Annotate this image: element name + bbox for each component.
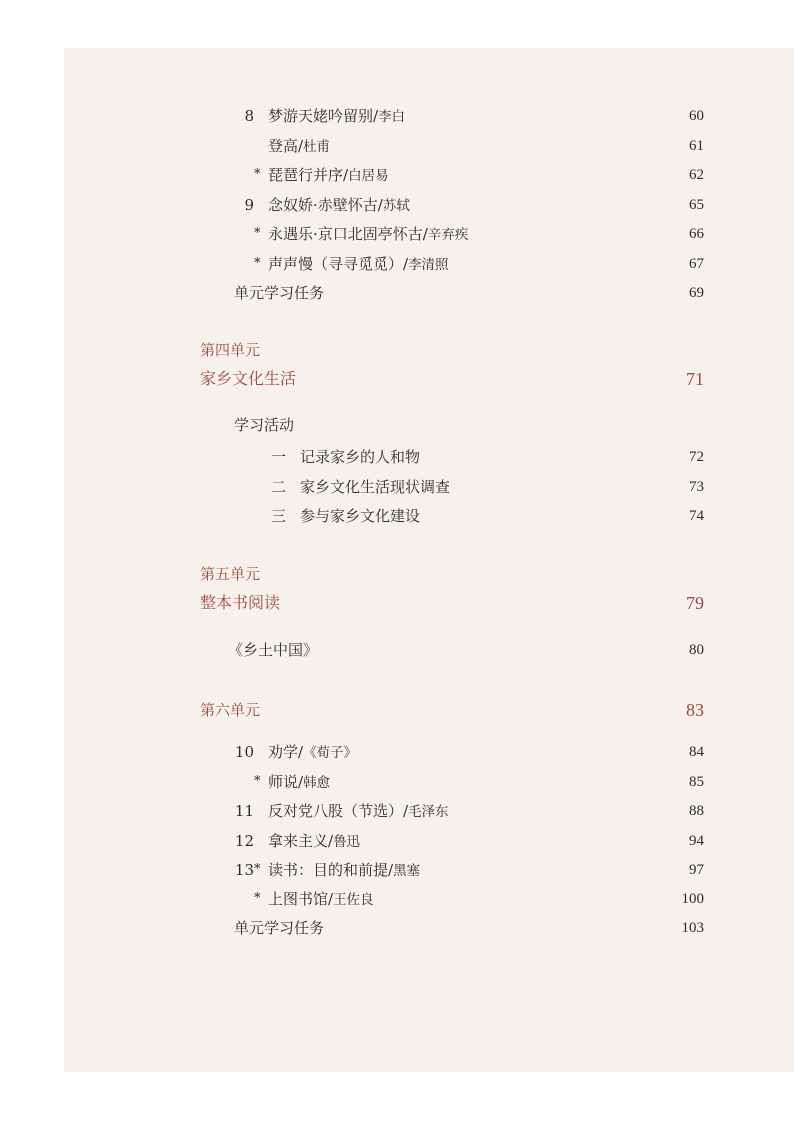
entry-author: 《荀子》: [303, 745, 358, 761]
toc-entry[interactable]: [234, 858, 704, 882]
optional-marker: *: [254, 862, 261, 877]
entry-author: 王佐良: [333, 892, 374, 908]
entry-title: 读书：目的和前提/: [268, 861, 394, 879]
toc-entry[interactable]: [234, 799, 704, 823]
entry-title: 上图书馆/: [268, 890, 334, 908]
entry-author: 李白: [378, 109, 406, 125]
entry-title: 念奴娇·赤壁怀古/: [268, 196, 383, 214]
toc-entry[interactable]: [234, 504, 704, 528]
page-number: 74: [689, 508, 704, 524]
entry-author: 辛弃疾: [427, 227, 469, 243]
page-number: 88: [689, 803, 704, 819]
toc-entry[interactable]: [234, 740, 704, 764]
toc-entry[interactable]: [234, 222, 704, 246]
unit4-name[interactable]: 家乡文化生活: [200, 369, 297, 388]
entry-title: 琵琶行并序/: [268, 166, 349, 184]
entry-title: 劝学/: [268, 743, 304, 761]
page-number: 60: [689, 108, 704, 124]
unit5-name[interactable]: 整本书阅读: [200, 593, 281, 612]
page-number: 69: [689, 285, 704, 301]
page-number: 62: [689, 167, 704, 183]
entry-author: 杜甫: [303, 139, 331, 155]
toc-entry[interactable]: [234, 475, 704, 499]
entry-number: 11: [234, 802, 254, 820]
optional-marker: *: [254, 256, 261, 271]
optional-marker: *: [254, 226, 261, 241]
page-number: 100: [681, 891, 704, 907]
entry-number: 10: [234, 743, 254, 761]
toc-entry[interactable]: [234, 252, 704, 276]
entry-number: 8: [244, 107, 254, 125]
entry-title: 参与家乡文化建设: [300, 507, 421, 525]
entry-title: 记录家乡的人和物: [300, 448, 421, 466]
page-number: 66: [689, 226, 704, 242]
page-number: 80: [689, 642, 704, 658]
page-number: 94: [689, 833, 704, 849]
entry-title: 梦游天姥吟留别/: [268, 107, 379, 125]
page-number: 72: [689, 449, 704, 465]
toc-entry[interactable]: [234, 770, 704, 794]
entry-author: 毛泽东: [408, 804, 449, 820]
unit4-label: 第四单元: [200, 341, 261, 359]
entry-number: 13: [234, 861, 254, 879]
entry-title: 家乡文化生活现状调查: [300, 478, 451, 496]
unit-task-label: 单元学习任务: [234, 284, 325, 302]
book-row[interactable]: [228, 638, 704, 662]
entry-title: 拿来主义/: [268, 832, 334, 850]
page-number: 97: [689, 862, 704, 878]
entry-author: 鲁迅: [333, 834, 361, 850]
optional-marker: *: [254, 891, 261, 906]
entry-author: 苏轼: [382, 198, 410, 214]
page-number: 85: [689, 774, 704, 790]
entry-number: 二: [270, 478, 286, 496]
optional-marker: *: [254, 774, 261, 789]
unit6-task-row[interactable]: [234, 916, 704, 940]
toc-entry[interactable]: [234, 829, 704, 853]
entry-title: 永遇乐·京口北固亭怀古/: [268, 225, 428, 243]
entry-title: 师说/: [268, 773, 304, 791]
optional-marker: *: [254, 167, 261, 182]
entry-title: 登高/: [268, 137, 304, 155]
toc-entry[interactable]: [234, 887, 704, 911]
toc-entry[interactable]: [234, 134, 704, 158]
page-number: 84: [689, 744, 704, 760]
activity-heading: 学习活动: [234, 416, 295, 434]
entry-author: 李清照: [408, 257, 449, 273]
page-number: 65: [689, 197, 704, 213]
book-title: 《乡土中国》: [228, 641, 319, 659]
entry-title: 反对党八股（节选）/: [268, 802, 409, 820]
entry-author: 白居易: [348, 168, 389, 184]
entry-author: 韩愈: [303, 775, 331, 791]
unit6-label[interactable]: 第六单元: [200, 701, 261, 719]
entry-number: 9: [244, 196, 254, 214]
unit4-page-number: 71: [686, 369, 704, 389]
toc-entry[interactable]: [234, 163, 704, 187]
unit3-task-row[interactable]: [234, 281, 704, 305]
unit6-page-number: 83: [686, 700, 704, 720]
toc-entry[interactable]: [234, 445, 704, 469]
toc-entry[interactable]: [234, 104, 704, 128]
unit5-label: 第五单元: [200, 565, 261, 583]
unit5-page-number: 79: [686, 593, 704, 613]
page-number: 73: [689, 479, 704, 495]
entry-author: 黑塞: [393, 863, 421, 879]
entry-number: 一: [270, 448, 286, 466]
page-number: 67: [689, 256, 704, 272]
page-number: 103: [681, 920, 704, 936]
unit-task-label: 单元学习任务: [234, 919, 325, 937]
entry-title: 声声慢（寻寻觅觅）/: [268, 255, 409, 273]
toc-entry[interactable]: [234, 193, 704, 217]
entry-number: 12: [234, 832, 254, 850]
entry-number: 三: [270, 507, 286, 525]
page-number: 61: [689, 138, 704, 154]
